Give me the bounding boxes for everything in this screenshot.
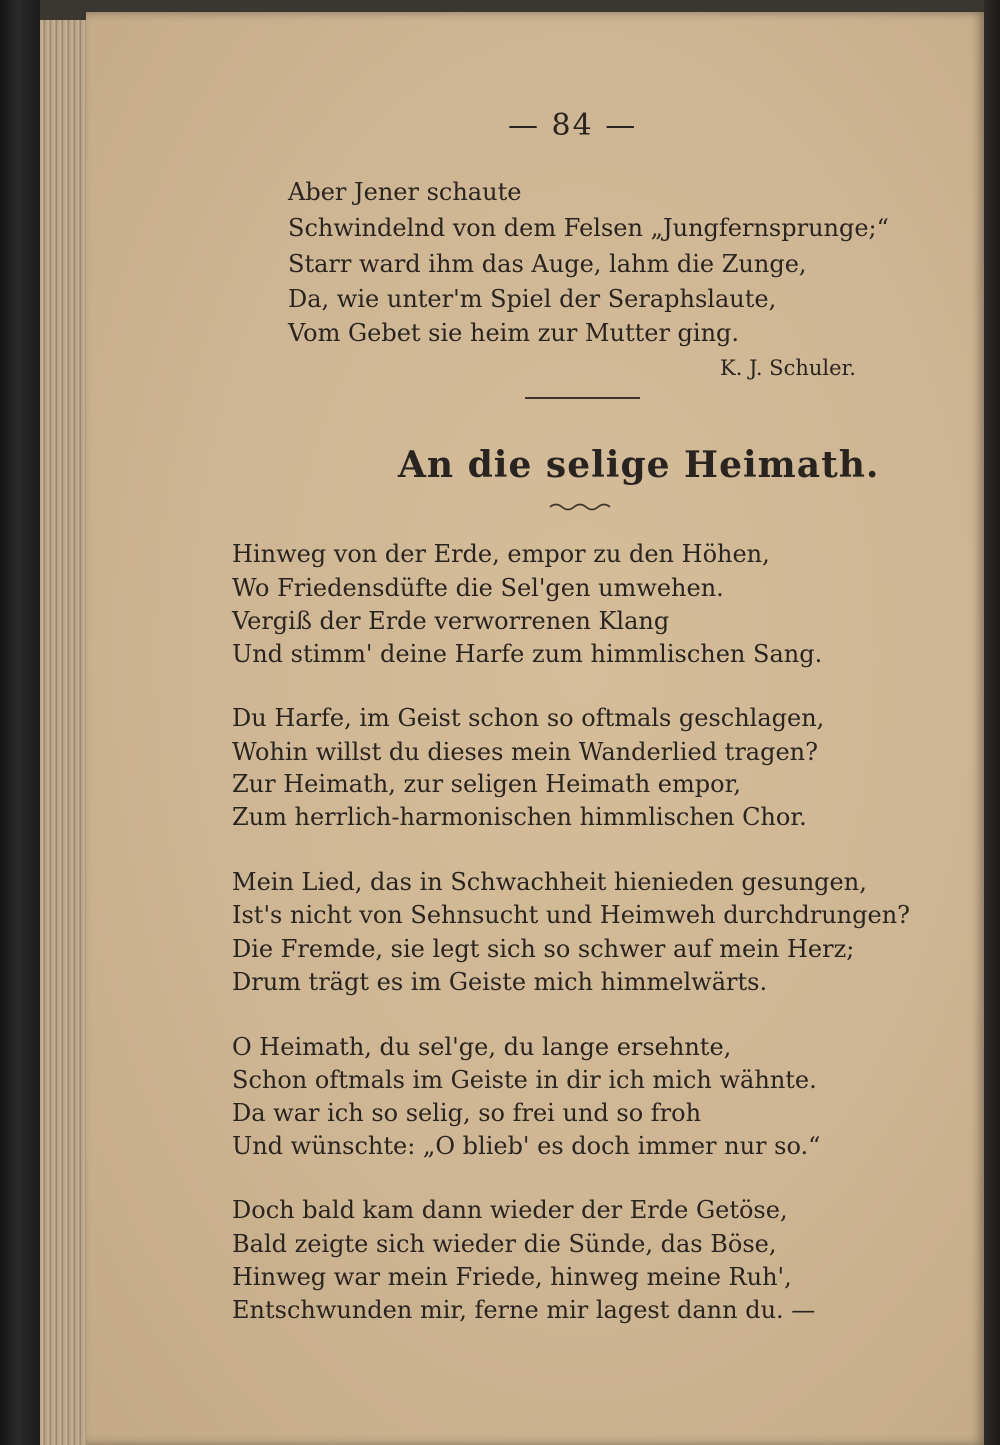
page-number: — 84 — [508, 108, 638, 143]
book-binding [0, 0, 40, 1445]
author-signature: K. J. Schuler. [720, 356, 856, 380]
stanza-4-line-4: Und wünschte: „O blieb' es doch immer nur so.“ [232, 1132, 821, 1160]
stanza-1-line-1: Hinweg von der Erde, empor zu den Höhen, [232, 540, 770, 568]
stanza-4-line-1: O Heimath, du sel'ge, du lange ersehnte, [232, 1033, 732, 1061]
stanza-5-line-2: Bald zeigte sich wieder die Sünde, das Böse, [232, 1230, 777, 1258]
stanza-3-line-3: Die Fremde, sie legt sich so schwer auf mein Herz; [232, 935, 855, 963]
stanza-5-line-3: Hinweg war mein Friede, hinweg meine Ruh', [232, 1263, 792, 1291]
stanza-5-line-4: Entschwunden mir, ferne mir lagest dann du. — [232, 1296, 816, 1324]
stanza-3-line-4: Drum trägt es im Geiste mich himmelwärts. [232, 968, 768, 996]
stanza-4-line-3: Da war ich so selig, so frei und so froh [232, 1099, 702, 1127]
previous-poem-line-2: Schwindelnd von dem Felsen „Jungfernsprunge;“ [288, 214, 889, 242]
stanza-2-line-4: Zum herrlich-harmonischen himmlischen Chor. [232, 803, 807, 831]
stanza-2-line-1: Du Harfe, im Geist schon so oftmals geschlagen, [232, 704, 825, 732]
stanza-2-line-2: Wohin willst du dieses mein Wanderlied tragen? [232, 738, 818, 766]
stanza-2-line-3: Zur Heimath, zur seligen Heimath empor, [232, 770, 742, 798]
stanza-1-line-4: Und stimm' deine Harfe zum himmlischen Sang. [232, 640, 823, 668]
stanza-5-line-1: Doch bald kam dann wieder der Erde Getöse, [232, 1196, 788, 1224]
stanza-1-line-3: Vergiß der Erde verworrenen Klang [232, 607, 670, 635]
stanza-4-line-2: Schon oftmals im Geiste in dir ich mich wähnte. [232, 1066, 817, 1094]
previous-poem-line-4: Da, wie unter'm Spiel der Seraphslaute, [288, 285, 777, 313]
poem-title: An die selige Heimath. [398, 444, 880, 486]
stanza-3-line-1: Mein Lied, das in Schwachheit hienieden gesungen, [232, 868, 867, 896]
previous-poem-line-1: Aber Jener schaute [288, 178, 522, 206]
previous-poem-line-5: Vom Gebet sie heim zur Mutter ging. [288, 319, 740, 347]
stanza-3-line-2: Ist's nicht von Sehnsucht und Heimweh durchdrungen? [232, 901, 911, 929]
title-ornament [548, 500, 614, 514]
right-page-edge [984, 0, 1000, 1445]
previous-poem-line-3: Starr ward ihm das Auge, lahm die Zunge, [288, 250, 807, 278]
stanza-1-line-2: Wo Friedensdüfte die Sel'gen umwehen. [232, 574, 724, 602]
section-divider [525, 397, 640, 399]
